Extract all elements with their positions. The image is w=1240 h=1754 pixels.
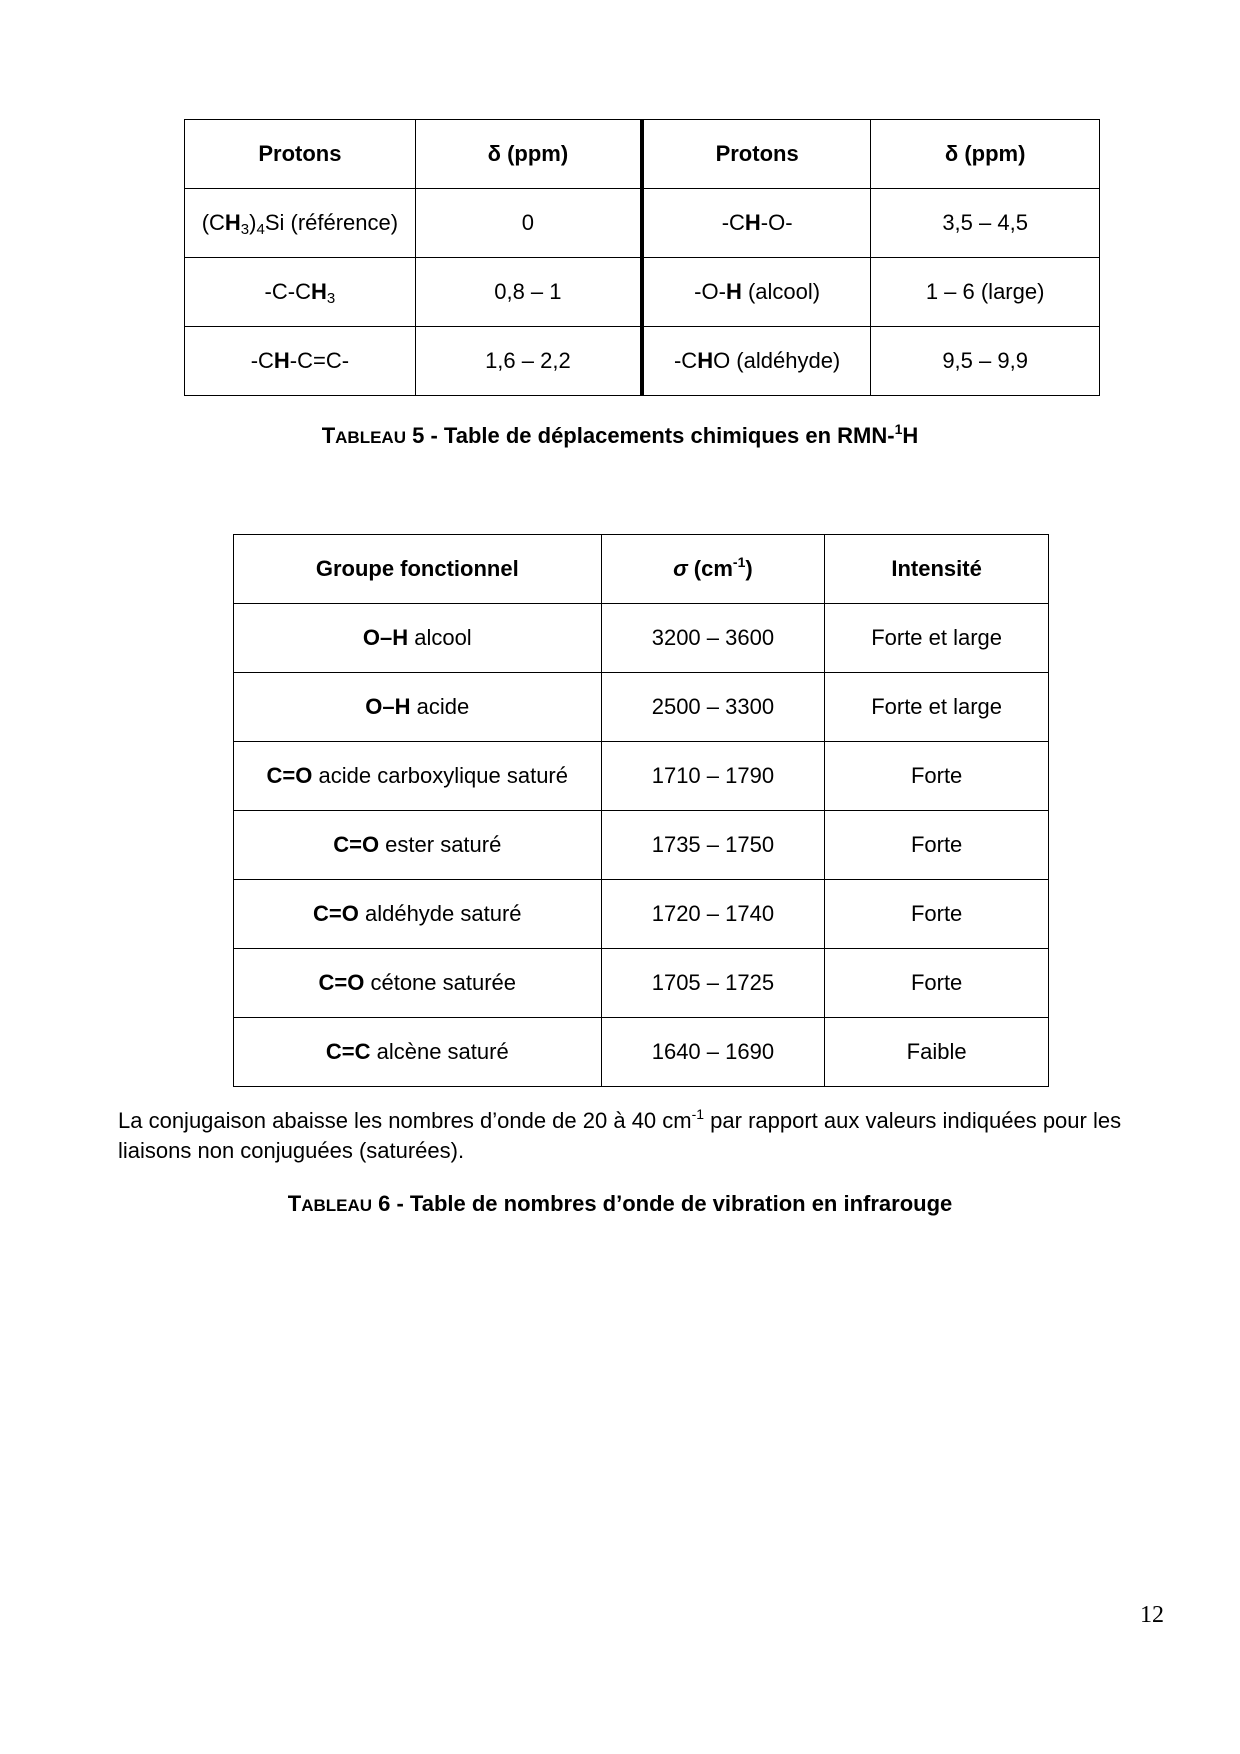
delta-cell: 0 [415,189,642,258]
intensity-cell: Forte et large [825,604,1049,673]
range-cell: 1640 – 1690 [601,1018,825,1087]
group-cell: C=O cétone saturée [234,949,602,1018]
range-cell: 1705 – 1725 [601,949,825,1018]
header-group: Groupe fonctionnel [234,535,602,604]
table-row [234,811,1049,880]
table-row [234,742,1049,811]
table-5-caption: TABLEAU 5 - Table de déplacements chimiques en RMN-$^1$H [321,421,919,448]
intensity-cell: Faible [825,1018,1049,1087]
header-intensity: Intensité [825,535,1049,604]
delta-cell: 9,5 – 9,9 [871,327,1100,396]
intensity-cell: Forte [825,742,1049,811]
delta-cell: 1,6 – 2,2 [415,327,642,396]
table-6-caption: TABLEAU 6 - Table de nombres d’onde de vibration en infrarouge [287,1191,953,1216]
range-cell: 1720 – 1740 [601,880,825,949]
table-row [234,1018,1049,1087]
intensity-cell: Forte [825,880,1049,949]
header-delta: δ (ppm) [871,120,1100,189]
page-number: 12 [1140,1602,1164,1628]
proton-cell: $-C-CH_3$ [185,258,416,327]
table-row [185,327,1100,396]
intensity-cell: Forte [825,949,1049,1018]
delta-cell: 0,8 – 1 [415,258,642,327]
range-cell: 2500 – 3300 [601,673,825,742]
header-sigma: σ $(cm^{-1})$ [601,535,825,604]
table-header-row [234,535,1049,604]
intensity-cell: Forte [825,811,1049,880]
nmr-shift-table [184,119,1100,396]
table-row [185,189,1100,258]
header-delta: δ (ppm) [415,120,642,189]
group-cell: C=O aldéhyde saturé [234,880,602,949]
table-row [234,949,1049,1018]
proton-cell: -O-H (alcool) [642,258,871,327]
proton-cell: -CH-C=C- [185,327,416,396]
range-cell: 3200 – 3600 [601,604,825,673]
conjugation-note: La conjugaison abaisse les nombres d’onde de 20 à 40 $cm^{-1}$ par rapport aux valeurs indiquées pour les liaisons non conjuguées (saturées). [118,1106,1122,1163]
ir-wavenumber-table [233,534,1049,1087]
range-cell: 1710 – 1790 [601,742,825,811]
proton-cell: $(CH_3)_4Si$ (référence) [185,189,416,258]
header-protons: Protons [185,120,416,189]
table-row [234,880,1049,949]
group-cell: C=C alcène saturé [234,1018,602,1087]
group-cell: O–H alcool [234,604,602,673]
table-header-row [185,120,1100,189]
table-row [234,604,1049,673]
table-row [185,258,1100,327]
delta-cell: 1 – 6 (large) [871,258,1100,327]
proton-cell: -CH-O- [642,189,871,258]
range-cell: 1735 – 1750 [601,811,825,880]
intensity-cell: Forte et large [825,673,1049,742]
group-cell: C=O acide carboxylique saturé [234,742,602,811]
group-cell: O–H acide [234,673,602,742]
delta-cell: 3,5 – 4,5 [871,189,1100,258]
table-row [234,673,1049,742]
proton-cell: -CHO (aldéhyde) [642,327,871,396]
group-cell: C=O ester saturé [234,811,602,880]
header-protons: Protons [642,120,871,189]
